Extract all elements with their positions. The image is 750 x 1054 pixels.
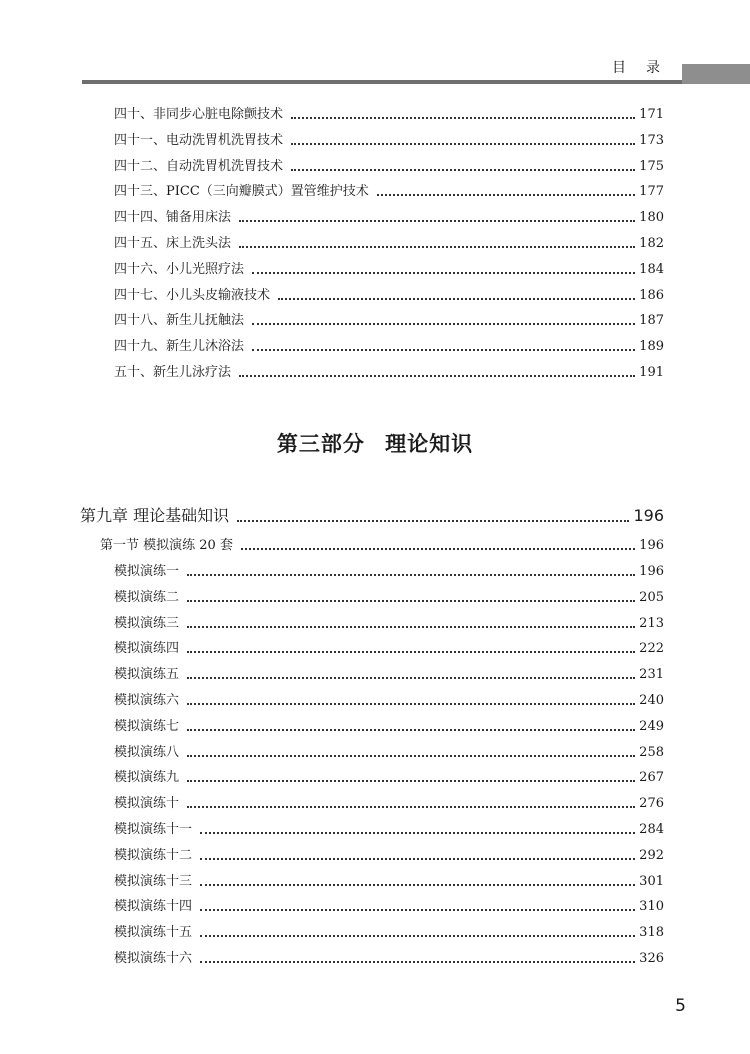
toc-entry-title: 四十九、新生儿沐浴法 xyxy=(114,339,245,355)
toc-entry[interactable] xyxy=(114,159,664,175)
toc-entry[interactable] xyxy=(114,745,664,761)
toc-leader-dots xyxy=(252,272,635,274)
header-rule xyxy=(82,80,682,84)
toc-entry-page: 173 xyxy=(639,132,664,148)
toc-entry-title: 模拟演练一 xyxy=(114,564,180,579)
toc-entry-title: 模拟演练九 xyxy=(114,770,180,786)
toc-entry-page: 191 xyxy=(639,365,664,380)
toc-leader-dots xyxy=(291,143,635,145)
toc-entry[interactable] xyxy=(114,951,664,967)
toc-entry-title: 模拟演练四 xyxy=(114,641,180,657)
toc-entry[interactable] xyxy=(114,133,664,149)
toc-leader-dots xyxy=(187,651,635,653)
toc-leader-dots xyxy=(187,574,635,576)
toc-entry-title: 模拟演练十四 xyxy=(114,899,193,915)
toc-entry-title: 五十、新生儿泳疗法 xyxy=(114,365,232,380)
toc-entry-page: 205 xyxy=(639,589,664,605)
toc-entry[interactable] xyxy=(114,874,664,890)
toc-entry[interactable] xyxy=(114,313,664,329)
toc-entry[interactable] xyxy=(114,848,664,864)
toc-leader-dots xyxy=(377,194,635,196)
toc-leader-dots xyxy=(291,169,635,171)
toc-entry-title: 第一节 模拟演练 20 套 xyxy=(100,538,233,553)
toc-entry-page: 249 xyxy=(639,718,664,734)
running-header-title: 目录 xyxy=(612,60,680,76)
toc-leader-dots xyxy=(237,520,629,522)
toc-entry-title: 四十三、PICC（三向瓣膜式）置管维护技术 xyxy=(114,184,369,200)
toc-entry-page: 196 xyxy=(639,538,664,553)
toc-leader-dots xyxy=(239,375,635,377)
toc-entry-title: 模拟演练十三 xyxy=(114,873,193,889)
toc-leader-dots xyxy=(187,703,635,705)
toc-entry-page: 326 xyxy=(639,951,664,966)
toc-entry[interactable] xyxy=(114,236,664,252)
toc-entry-page: 301 xyxy=(639,873,664,889)
toc-entry[interactable] xyxy=(114,822,664,838)
toc-leader-dots xyxy=(200,961,635,963)
toc-leader-dots xyxy=(239,246,635,248)
toc-entry[interactable] xyxy=(114,796,664,812)
toc-entry-page: 182 xyxy=(639,236,664,251)
toc-leader-dots xyxy=(187,600,635,602)
toc-entry[interactable] xyxy=(114,693,664,709)
toc-leader-dots xyxy=(252,323,635,325)
toc-leader-dots xyxy=(291,117,635,119)
toc-entry-title: 模拟演练十 xyxy=(114,796,180,812)
toc-leader-dots xyxy=(200,884,635,886)
toc-entry[interactable] xyxy=(114,288,664,304)
toc-section-entry[interactable] xyxy=(100,538,664,554)
toc-entry-page: 196 xyxy=(639,564,664,579)
toc-entry-page: 171 xyxy=(639,107,664,122)
toc-entry-title: 四十八、新生儿抚触法 xyxy=(114,313,245,329)
toc-entry[interactable] xyxy=(114,770,664,786)
toc-entry-title: 模拟演练七 xyxy=(114,718,180,734)
toc-entry-title: 四十、非同步心脏电除颤技术 xyxy=(114,107,284,122)
toc-entry-title: 模拟演练六 xyxy=(114,693,180,708)
toc-entry-page: 284 xyxy=(639,822,664,837)
toc-entry-title: 四十六、小儿光照疗法 xyxy=(114,261,245,277)
toc-entry-page: 175 xyxy=(639,158,664,174)
toc-entry-page: 177 xyxy=(639,184,664,200)
part-heading: 第三部分 理论知识 xyxy=(276,432,474,456)
toc-entry-page: 213 xyxy=(639,615,664,631)
toc-entry-title: 四十二、自动洗胃机洗胃技术 xyxy=(114,158,284,174)
toc-entry-page: 189 xyxy=(639,339,664,355)
toc-entry-title: 四十一、电动洗胃机洗胃技术 xyxy=(114,132,284,148)
toc-leader-dots xyxy=(187,780,635,782)
toc-entry-title: 四十五、床上洗头法 xyxy=(114,236,232,251)
toc-entry-title: 四十七、小儿头皮输液技术 xyxy=(114,287,271,303)
toc-leader-dots xyxy=(241,548,635,550)
toc-leader-dots xyxy=(200,909,635,911)
toc-entry[interactable] xyxy=(114,365,664,381)
toc-leader-dots xyxy=(200,858,635,860)
toc-entry[interactable] xyxy=(114,925,664,941)
toc-entry-page: 187 xyxy=(639,313,664,329)
toc-entry[interactable] xyxy=(114,564,664,580)
toc-entry-title: 第九章 理论基础知识 xyxy=(80,506,230,525)
toc-entry-page: 267 xyxy=(639,770,664,786)
toc-leader-dots xyxy=(187,677,635,679)
toc-entry[interactable] xyxy=(114,899,664,915)
toc-entry-title: 四十四、铺备用床法 xyxy=(114,210,232,226)
toc-entry[interactable] xyxy=(114,667,664,683)
toc-entry-title: 模拟演练二 xyxy=(114,589,180,605)
toc-leader-dots xyxy=(252,349,635,351)
toc-entry-title: 模拟演练八 xyxy=(114,744,180,760)
toc-entry-page: 231 xyxy=(639,667,664,683)
toc-entry-page: 180 xyxy=(639,210,664,226)
toc-entry-title: 模拟演练三 xyxy=(114,615,180,631)
toc-entry[interactable] xyxy=(114,184,664,200)
toc-entry-page: 310 xyxy=(639,899,664,915)
toc-entry-page: 222 xyxy=(639,641,664,657)
toc-entry[interactable] xyxy=(114,210,664,226)
toc-leader-dots xyxy=(187,755,635,757)
toc-leader-dots xyxy=(200,832,635,834)
toc-entry-page: 276 xyxy=(639,796,664,812)
toc-entry-title: 模拟演练十六 xyxy=(114,951,193,966)
toc-leader-dots xyxy=(187,729,635,731)
toc-entry[interactable] xyxy=(114,641,664,657)
toc-chapter-entry[interactable] xyxy=(80,506,664,526)
header-tab-block xyxy=(682,64,750,84)
toc-entry-title: 模拟演练十二 xyxy=(114,847,193,863)
toc-entry-page: 186 xyxy=(639,287,664,303)
toc-entry-page: 318 xyxy=(639,925,664,941)
toc-entry[interactable] xyxy=(114,616,664,632)
toc-entry[interactable] xyxy=(114,590,664,606)
toc-leader-dots xyxy=(200,935,635,937)
toc-entry-page: 240 xyxy=(639,693,664,708)
toc-entry[interactable] xyxy=(114,107,664,123)
toc-entry[interactable] xyxy=(114,262,664,278)
toc-entry-title: 模拟演练十五 xyxy=(114,925,193,941)
page-number: 5 xyxy=(675,996,686,1016)
toc-entry-page: 196 xyxy=(633,506,664,525)
toc-leader-dots xyxy=(187,626,635,628)
toc-leader-dots xyxy=(187,806,635,808)
toc-leader-dots xyxy=(278,298,635,300)
toc-entry[interactable] xyxy=(114,719,664,735)
toc-entry-title: 模拟演练十一 xyxy=(114,822,193,837)
toc-leader-dots xyxy=(239,220,635,222)
toc-entry[interactable] xyxy=(114,339,664,355)
toc-entry-page: 184 xyxy=(639,261,664,277)
toc-entry-page: 258 xyxy=(639,744,664,760)
toc-entry-page: 292 xyxy=(639,847,664,863)
toc-entry-title: 模拟演练五 xyxy=(114,667,180,683)
